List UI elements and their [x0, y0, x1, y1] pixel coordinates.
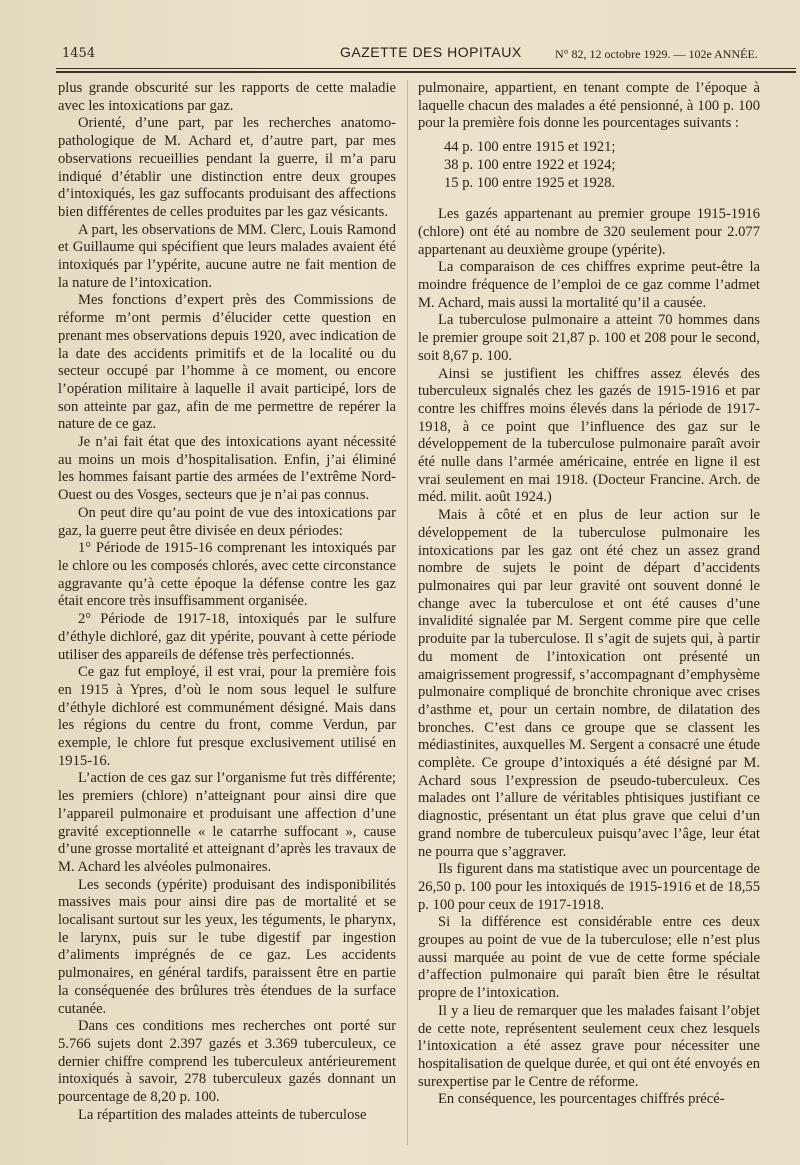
paragraph: Mes fonctions d’expert près des Commissions de réforme m’ont permis d’élucider cette question en prenant mes observations depuis 1920, avec indication de la date des accidents primitifs et de la localité ou du secteur occupé par l’homme à ce moment, ou encore l’opération militaire à laquelle il avait participé, lors de son atteinte par gaz, afin de me permettre de repérer la nature de ce gaz.	[58, 292, 396, 433]
issue-info: N° 82, 12 octobre 1929. — 102e ANNÉE.	[555, 47, 758, 61]
paragraph: En conséquence, les pourcentages chiffrés précé-	[438, 1091, 725, 1108]
paragraph: La comparaison de ces chiffres exprime peut-être la moindre fréquence de l’emploi de ce gaz comme l’admet M. Achard, mais aussi la mortalité qu’il a causée.	[418, 259, 760, 311]
header-rule-thick	[56, 71, 796, 73]
paragraph: plus grande obscurité sur les rapports de cette maladie avec les intoxications par gaz.	[58, 80, 396, 114]
list-item: 38 p. 100 entre 1922 et 1924;	[444, 156, 616, 173]
paragraph: Ainsi se justifient les chiffres assez élevés des tuberculeux signalés chez les gazés de 1915-1916 et par contre les chiffres moins élevés dans la période de 1917-1918, à ce point que l’influence des gaz sur le développement de la tuberculose pulmonaire paraît avoir été nulle dans l’armée américaine, entrée en ligne il est vrai seulement en mai 1918. (Docteur Francine. Arch. de méd. milit. août 1924.)	[418, 365, 760, 506]
paragraph: Ce gaz fut employé, il est vrai, pour la première fois en 1915 à Ypres, d’où le nom sous lequel le sulfure d’éthyle dichloré est communément désigné. Mais dans les régions du centre du front, comme Verdun, par exemple, le chlore fut presque exclusivement utilisé en 1915-16.	[58, 664, 396, 769]
page-number: 1454	[62, 46, 96, 61]
paragraph: Si la différence est considérable entre ces deux groupes au point de vue de la tuberculose; elle n’est plus aussi marquée au point de vue de cette forme spéciale d’affection pulmonaire qui paraît bien être le résultat propre de l’intoxication.	[418, 914, 760, 1002]
paragraph: L’action de ces gaz sur l’organisme fut très différente; les premiers (chlore) n’atteignant pour ainsi dire que l’appareil pulmonaire et produisant une affection d’une gravité exceptionnelle « le catarrhe suffocant », cause d’une grosse mortalité et atteignant d’après les travaux de M. Achard les alvéoles pulmonaires.	[58, 770, 396, 875]
paragraph: pulmonaire, appartient, en tenant compte de l’époque à laquelle chacun des malades a été pensionné, à 100 p. 100 pour la première fois donne les pourcentages suivants :	[418, 80, 760, 132]
list-item: 44 p. 100 entre 1915 et 1921;	[444, 139, 616, 156]
percentage-list	[444, 139, 760, 192]
left-column	[58, 80, 396, 1124]
paragraph: Je n’ai fait état que des intoxications ayant nécessité au moins un mois d’hospitalisation. Enfin, j’ai éliminé les hommes faisant partie des armées de l’extrême Nord-Ouest ou des Vosges, secteurs que je n’ai pas connus.	[58, 434, 396, 504]
paragraph: 2° Période de 1917-18, intoxiqués par le sulfure d’éthyle dichloré, gaz dit ypérite, pouvant à cette période utiliser des appareils de défense très perfectionnés.	[58, 611, 396, 663]
header-rule	[56, 68, 796, 69]
paragraph: Les gazés appartenant au premier groupe 1915-1916 (chlore) ont été au nombre de 320 seulement pour 2.077 appartenant au deuxième groupe (ypérite).	[418, 206, 760, 258]
paragraph: Les seconds (ypérite) produisant des indisponibilités massives mais pour ainsi dire pas de mortalité et se localisant surtout sur les yeux, les téguments, le pharynx, le larynx, puis sur le tube digestif par ingestion d’aliments imprégnés de ce gaz. Les accidents pulmonaires, en général tardifs, paraissent être en partie la conséquenée des brûlures très étendues de la surface cutanée.	[58, 876, 396, 1017]
paragraph: La répartition des malades atteints de tuberculose	[78, 1106, 367, 1123]
paragraph: La tuberculose pulmonaire a atteint 70 hommes dans le premier groupe soit 21,87 p. 100 et 208 pour le second, soit 8,67 p. 100.	[418, 312, 760, 364]
list-item: 15 p. 100 entre 1925 et 1928.	[444, 174, 616, 191]
paragraph: Il y a lieu de remarquer que les malades faisant l’objet de cette note, représentent seulement ceux chez lesquels l’intoxication a été assez grave pour nécessiter une hospitalisation de quelque durée, et qui ont été envoyés en surexpertise par le Centre de réforme.	[418, 1002, 760, 1090]
right-column	[418, 80, 760, 1109]
paragraph: A part, les observations de MM. Clerc, Louis Ramond et Guillaume qui spécifient que leurs malades avaient été intoxiqués par l’ypérite, aucune autre ne fait mention de la nature de l’intoxication.	[58, 221, 396, 291]
paragraph: 1° Période de 1915-16 comprenant les intoxiqués par le chlore ou les composés chlorés, avec cette circonstance aggravante qu’à cette époque la défense contre les gaz était encore très insuffisamment organisée.	[58, 540, 396, 610]
column-divider	[407, 80, 408, 1145]
paragraph: On peut dire qu’au point de vue des intoxications par gaz, la guerre peut être divisée en deux périodes:	[58, 504, 396, 539]
paragraph: Orienté, d’une part, par les recherches anatomo-pathologique de M. Achard et, d’autre part, par mes observations recueillies pendant la guerre, il m’a paru indiqué d’établir une distinction entre deux groupes d’intoxiqués, les gaz suffocants produisant des affections bien différentes de celles produites par les gaz vésicants.	[58, 115, 396, 220]
paragraph: Mais à côté et en plus de leur action sur le développement de la tuberculose pulmonaire les intoxications par les gaz ont été chez un assez grand nombre de sujets le point de départ d’accidents pulmonaires qui par leur gravité ont souvent donné le change avec la tuberculose et ont été causes d’une invalidité signalée par M. Sergent comme pire que celle produite par la tuberculose. Il s’agit de sujets qui, à partir du moment de l’intoxication ont présenté un amaigrissement progressif, s’accompagnant d’emphysème pulmonaire compliqué de bronchite chronique avec crises d’asthme et, pour un certain nombre, de dilatation des bronches. C’est dans ce groupe que se classent les médiastinites, auxquelles M. Sergent a consacré une étude complète. Ce groupe d’intoxiqués a été désigné par M. Achard sous l’expression de pseudo-tuberculeux. Ces malades ont l’allure de véritables phtisiques justifiant ce diagnostic, présentant un état plus grave que celui d’un grand nombre de tuberculeux puisqu’avec l’âge, leur état ne pourra que s’aggraver.	[418, 507, 760, 860]
paragraph: Dans ces conditions mes recherches ont porté sur 5.766 sujets dont 2.397 gazés et 3.369 tuberculeux, ce dernier chiffre comprend les tuberculeux antérieurement intoxiqués à savoir, 278 tuberculeux gazés donnant un pourcentage de 8,20 p. 100.	[58, 1018, 396, 1106]
journal-title: GAZETTE DES HOPITAUX	[340, 44, 522, 60]
paragraph: Ils figurent dans ma statistique avec un pourcentage de 26,50 p. 100 pour les intoxiqués de 1915-1916 et de 18,55 p. 100 pour ceux de 1917-1918.	[418, 861, 760, 913]
